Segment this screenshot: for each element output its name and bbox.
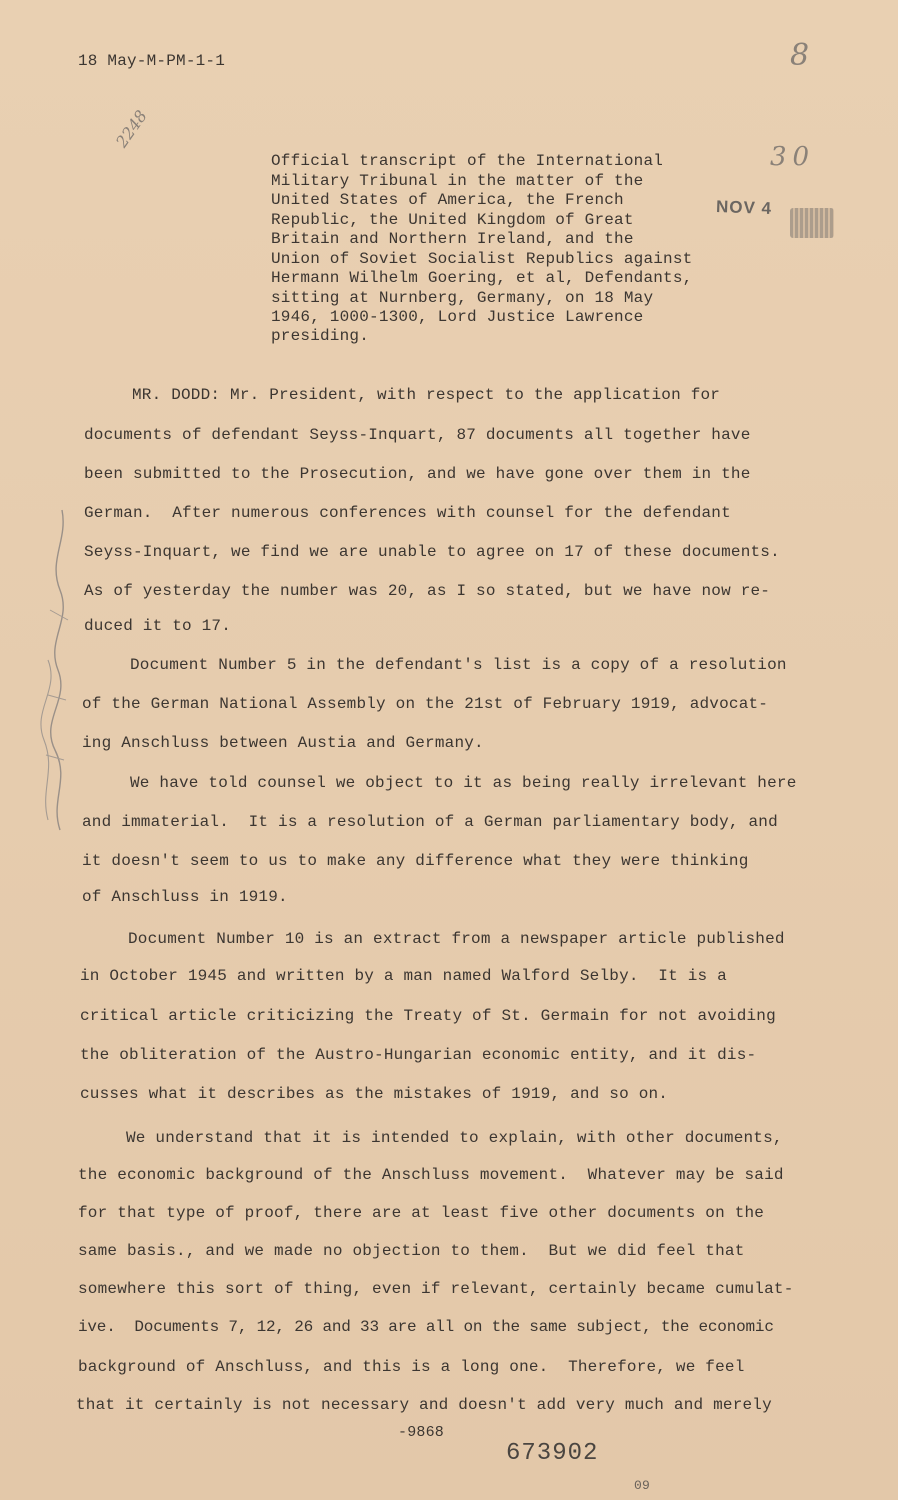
intro-line: sitting at Nurnberg, Germany, on 18 May [271,289,654,307]
body-line: it doesn't seem to us to make any difference what they were thinking [82,852,749,870]
bottom-code: 09 [634,1478,651,1493]
body-line: German. After numerous conferences with counsel for the defendant [84,504,731,522]
page-number: -9868 [398,1424,445,1441]
intro-line: Republic, the United Kingdom of Great [271,211,634,229]
intro-line: United States of America, the French [271,191,624,209]
body-line: Document Number 5 in the defendant's list is a copy of a resolution [130,656,787,674]
side-note-handwritten: 2248 [112,106,151,151]
body-line: the obliteration of the Austro-Hungarian economic entity, and it dis- [80,1046,757,1064]
body-line: for that type of proof, there are at least five other documents on the [78,1204,765,1222]
margin-handwriting-scribble [20,500,80,840]
body-line: We have told counsel we object to it as being really irrelevant here [130,774,797,792]
body-line: critical article criticizing the Treaty of St. Germain for not avoiding [80,1007,776,1025]
intro-line: presiding. [271,327,370,345]
body-line: ive. Documents 7, 12, 26 and 33 are all on the same subject, the economic [78,1318,774,1336]
body-line: and immaterial. It is a resolution of a German parliamentary body, and [82,813,778,831]
body-line: ing Anschluss between Austia and Germany. [82,734,484,752]
page-tally-handwritten: 30 [770,142,816,172]
intro-line: Union of Soviet Socialist Republics against [271,250,693,268]
body-line: in October 1945 and written by a man named Walford Selby. It is a [80,967,727,985]
stamp-smudge [790,208,834,238]
received-date-stamp: NOV 4 [715,197,773,218]
intro-line: Hermann Wilhelm Goering, et al, Defendants, [271,269,693,287]
body-line: background of Anschluss, and this is a long one. Therefore, we feel [78,1358,745,1376]
intro-line: Britain and Northern Ireland, and the [271,230,634,248]
body-line: duced it to 17. [84,617,232,635]
document-number-stamp: 673902 [506,1440,599,1467]
intro-line: Military Tribunal in the matter of the [271,172,644,190]
body-line: documents of defendant Seyss-Inquart, 87 documents all together have [84,426,751,444]
body-line: cusses what it describes as the mistakes of 1919, and so on. [80,1085,669,1103]
corner-handwritten-mark: 8 [790,38,810,73]
body-line: Seyss-Inquart, we find we are unable to agree on 17 of these documents. [84,543,780,561]
header-reference: 18 May-M-PM-1-1 [78,52,226,70]
body-line: We understand that it is intended to explain, with other documents, [126,1129,783,1147]
body-line: Document Number 10 is an extract from a newspaper article published [128,930,785,948]
body-line: of Anschluss in 1919. [82,888,288,906]
body-line: been submitted to the Prosecution, and we have gone over them in the [84,465,751,483]
body-line: somewhere this sort of thing, even if relevant, certainly became cumulat- [78,1280,794,1298]
body-line: MR. DODD: Mr. President, with respect to the application for [132,386,721,404]
body-line: same basis., and we made no objection to them. But we did feel that [78,1242,745,1260]
body-line: the economic background of the Anschluss movement. Whatever may be said [78,1166,784,1184]
body-line: of the German National Assembly on the 21st of February 1919, advocat- [82,695,769,713]
body-line: that it certainly is not necessary and doesn't add very much and merely [76,1396,772,1414]
intro-line: 1946, 1000-1300, Lord Justice Lawrence [271,308,644,326]
intro-line: Official transcript of the International [271,152,664,170]
body-line: As of yesterday the number was 20, as I so stated, but we have now re- [84,582,771,600]
